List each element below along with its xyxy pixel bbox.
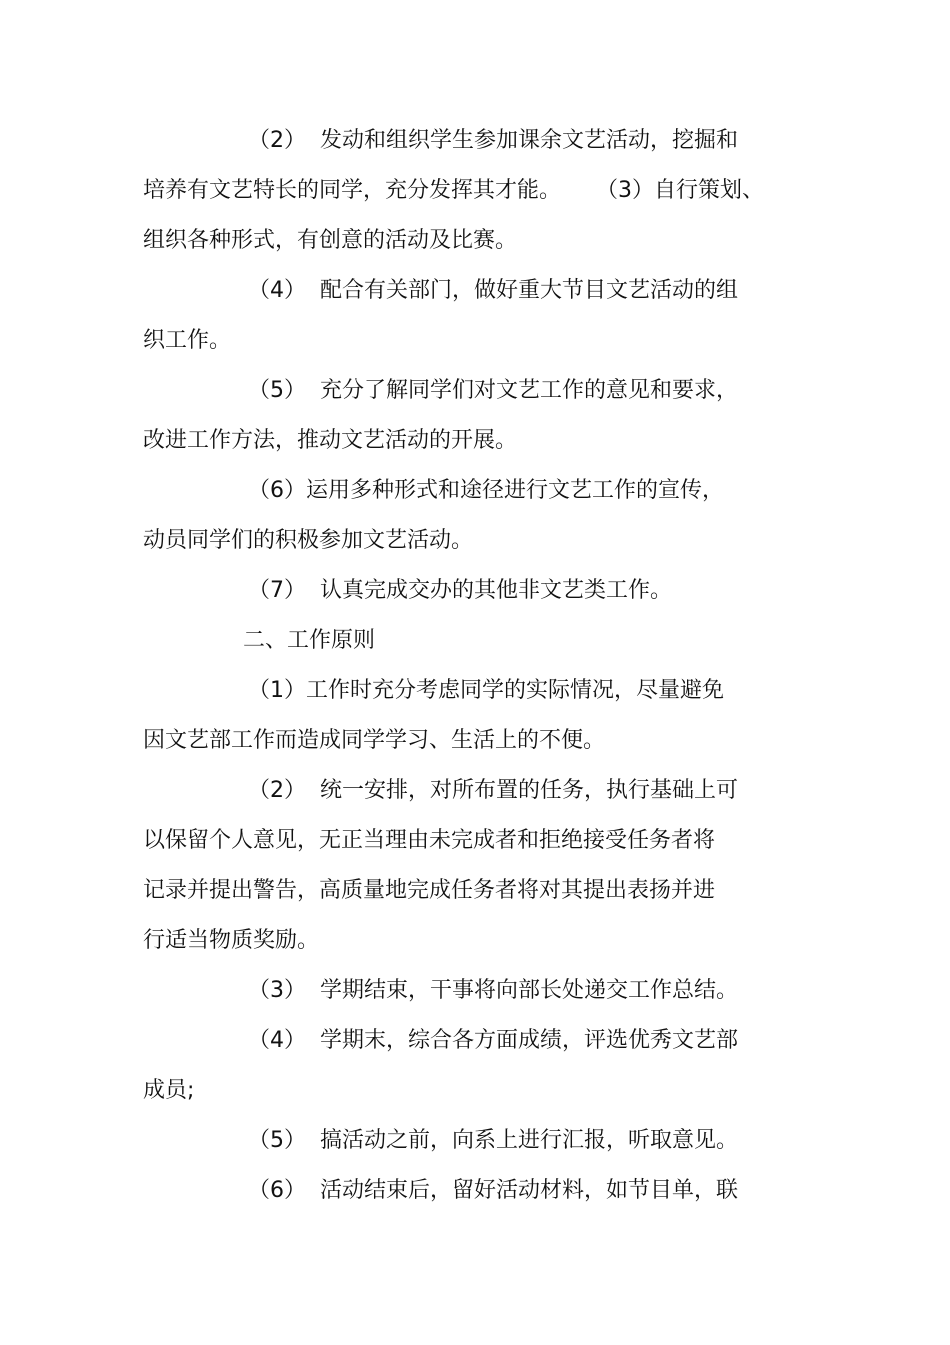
text-line: 动员同学们的积极参加文艺活动。 <box>143 528 474 553</box>
text-line: 行适当物质奖励。 <box>143 928 320 953</box>
text-line: （2） 发动和组织学生参加课余文艺活动，挖掘和 <box>248 128 738 153</box>
text-line: 记录并提出警告，高质量地完成任务者将对其提出表扬并进 <box>143 878 716 903</box>
text-line: 培养有文艺特长的同学，充分发挥其才能。 （3）自行策划、 <box>143 178 764 203</box>
text-line: （6）运用多种形式和途径进行文艺工作的宣传， <box>248 478 724 503</box>
text-line: 织工作。 <box>143 328 232 353</box>
text-line: （5） 充分了解同学们对文艺工作的意见和要求， <box>248 378 738 403</box>
text-line: 组织各种形式，有创意的活动及比赛。 <box>143 228 518 253</box>
text-line: 以保留个人意见，无正当理由未完成者和拒绝接受任务者将 <box>143 828 716 853</box>
text-line: （4） 学期末，综合各方面成绩，评选优秀文艺部 <box>248 1028 738 1053</box>
text-line: （5） 搞活动之前，向系上进行汇报，听取意见。 <box>248 1128 738 1153</box>
text-line: （6） 活动结束后，留好活动材料，如节目单，联 <box>248 1178 738 1203</box>
text-line: （1）工作时充分考虑同学的实际情况，尽量避免 <box>248 678 724 703</box>
text-line: 成员; <box>143 1078 195 1103</box>
section-heading: 二、工作原则 <box>243 628 376 653</box>
text-line: 改进工作方法，推动文艺活动的开展。 <box>143 428 518 453</box>
text-line: （2） 统一安排，对所布置的任务，执行基础上可 <box>248 778 738 803</box>
text-line: （4） 配合有关部门，做好重大节目文艺活动的组 <box>248 278 738 303</box>
text-line: 因文艺部工作而造成同学学习、生活上的不便。 <box>143 728 606 753</box>
text-line: （3） 学期结束，干事将向部长处递交工作总结。 <box>248 978 738 1003</box>
text-line: （7） 认真完成交办的其他非文艺类工作。 <box>248 578 672 603</box>
